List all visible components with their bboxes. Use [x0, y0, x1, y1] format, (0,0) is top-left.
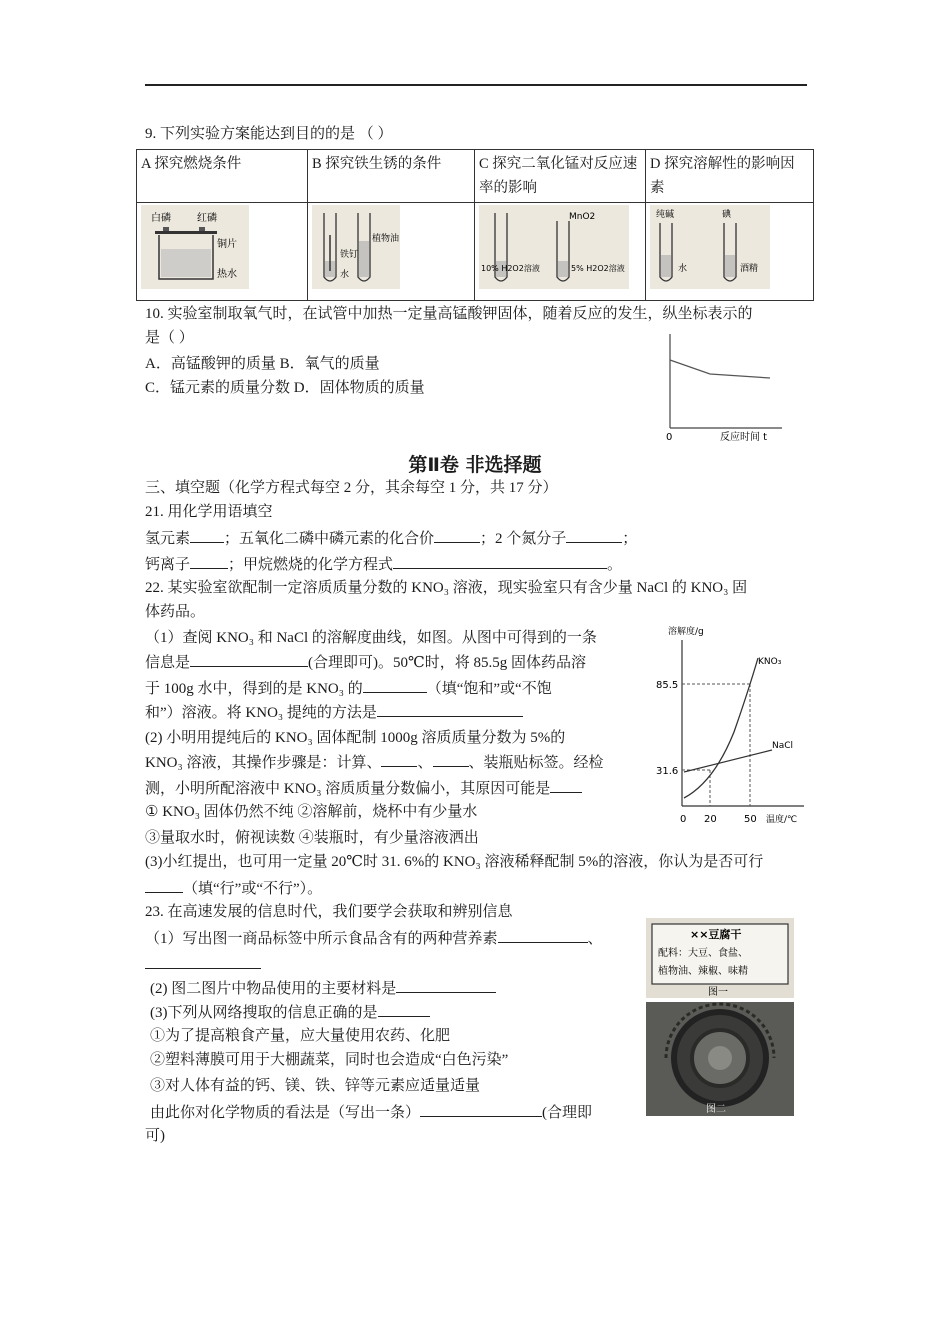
q22-p1-4: 和”）溶液。将 KNO₃ 提纯的方法是 [145, 702, 523, 723]
chart-xlabel: 温度/℃ [766, 815, 798, 825]
q9-option-c: C 探究二氧化锰对反应速率的影响 [475, 150, 646, 203]
tag-vegetable-oil: 植物油 [372, 234, 400, 244]
q10-stem-2: 是（ ） [145, 330, 194, 346]
header-rule [145, 84, 807, 86]
tag-h2o2-10: 10% H2O2溶液 [481, 264, 540, 273]
q23-choice-3: ③对人体有益的钙、镁、铁、锌等元素应适量适量 [150, 1078, 481, 1094]
q22-p1-1: （1）查阅 KNO₃ 和 NaCl 的溶解度曲线，如图。从图中可得到的一条 [145, 630, 597, 646]
kno3-label: KNO₃ [758, 657, 782, 667]
q22-choice-1: ① KNO₃ 固体仍然不纯 ②溶解前，烧杯中有少量水 [145, 804, 478, 820]
ytick-85: 85.5 [656, 680, 679, 691]
q21-line2: 钙离子 ；甲烷燃烧的化学方程式 。 [145, 554, 622, 575]
xtick-0: 0 [680, 814, 687, 825]
q23-p3: (3)下列从网络搜取的信息正确的是 [150, 1002, 430, 1023]
q10-options-ab: A．高锰酸钾的质量 B．氧气的质量 [145, 356, 380, 372]
q23-p1: （1）写出图一商品标签中所示食品含有的两种营养素 、 [145, 928, 603, 949]
q23-figures [646, 918, 794, 1116]
q23-choice-2: ②塑料薄膜可用于大棚蔬菜，同时也会造成“白色污染” [150, 1052, 509, 1068]
q9-figure-d [646, 203, 814, 301]
section3-heading: 三、填空题（化学方程式每空 2 分，其余每空 1 分，共 17 分） [145, 480, 558, 496]
q22-p1-2: 信息是 (合理即可)。50℃时，将 85.5g 固体药品溶 [145, 652, 586, 673]
combustion-apparatus-image [141, 205, 249, 289]
tag-water-d: 水 [678, 264, 688, 274]
q9-option-b: B 探究铁生锈的条件 [308, 150, 475, 203]
tag-water: 水 [340, 270, 350, 280]
fig2-caption: 图二 [706, 1104, 726, 1115]
q23-p2: (2) 图二图片中物品使用的主要材料是 [150, 978, 496, 999]
tag-red-phosphorus: 红磷 [197, 213, 217, 224]
q22-p3-2: （填“行”或“不行”）。 [145, 878, 322, 899]
section-title: 第Ⅱ卷 非选择题 [408, 454, 542, 476]
mno2-apparatus-image [479, 205, 629, 289]
q22-stem-2: 体药品。 [145, 604, 206, 620]
q22-p2-2: KNO₃ 溶液，其操作步骤是：计算、 、 、装瓶贴标签。经检 [145, 752, 604, 773]
food-label-line2: 植物油、辣椒、味精 [658, 966, 748, 977]
q23-choice-1: ①为了提高粮食产量，应大量使用农药、化肥 [150, 1028, 451, 1044]
xtick-20: 20 [704, 814, 717, 825]
q9-figure-b [308, 203, 475, 301]
food-label-line1: 配料：大豆、食盐、 [658, 948, 748, 959]
q9-figure-c [475, 203, 646, 301]
nacl-curve [684, 750, 772, 772]
tag-white-phosphorus: 白磷 [151, 213, 171, 224]
q9-figure-a [137, 203, 308, 301]
q23-p4-cont: 可) [145, 1128, 165, 1144]
q21-title: 21. 用化学用语填空 [145, 504, 273, 520]
q23-p1-blank2 [145, 954, 261, 975]
xtick-50: 50 [744, 814, 757, 825]
food-label-title: ××豆腐干 [690, 928, 742, 941]
tag-alcohol: 酒精 [740, 264, 759, 274]
q21-line1: 氢元素 ；五氧化二磷中磷元素的化合价 ；2 个氮分子 ； [145, 528, 637, 549]
tag-mno2: MnO2 [569, 212, 596, 222]
q22-p2-1: (2) 小明用提纯后的 KNO₃ 固体配制 1000g 溶质质量分数为 5%的 [145, 730, 566, 746]
tag-soda: 纯碱 [656, 210, 675, 220]
chart-ylabel: 溶解度/g [668, 627, 704, 637]
kno3-curve [684, 658, 758, 798]
nacl-label: NaCl [772, 741, 794, 751]
q10-options-cd: C．锰元素的质量分数 D．固体物质的质量 [145, 380, 425, 396]
q22-p3-1: (3)小红提出，也可用一定量 20℃时 31. 6%的 KNO₃ 溶液稀释配制 5%的溶液，你认为是否可行 [145, 854, 764, 870]
tag-iron-nail: 铁钉 [340, 250, 359, 260]
q10-stem-1: 10. 实验室制取氧气时，在试管中加热一定量高锰酸钾固体，随着反应的发生，纵坐标表示的 [145, 306, 753, 322]
q22-p2-3: 测，小明所配溶液中 KNO₃ 溶质质量分数偏小，其原因可能是 [145, 778, 582, 799]
ytick-31: 31.6 [656, 766, 679, 777]
q10-graph-xlabel: 反应时间 t [720, 432, 768, 443]
q9-option-d: D 探究溶解性的影响因素 [646, 150, 814, 203]
tag-h2o2-5: 5% H2O2溶液 [571, 264, 625, 273]
q22-p1-3: 于 100g 水中，得到的是 KNO₃ 的 （填“饱和”或“不饱 [145, 678, 552, 699]
tag-hot-water: 热水 [217, 269, 237, 280]
tag-iodine: 碘 [722, 210, 732, 220]
q9-stem: 9. 下列实验方案能达到目的的是 （ ） [145, 126, 393, 142]
rusting-apparatus-image [312, 205, 400, 289]
q23-stem: 23. 在高速发展的信息时代，我们要学会获取和辨别信息 [145, 904, 513, 920]
q22-choice-2: ③量取水时，俯视读数 ④装瓶时，有少量溶液洒出 [145, 830, 479, 846]
solubility-curve-chart [654, 622, 814, 832]
q9-option-a: A 探究燃烧条件 [137, 150, 308, 203]
q10-graph-origin: 0 [666, 432, 673, 443]
q10-graph [658, 330, 788, 445]
tag-copper-sheet: 铜片 [217, 239, 237, 250]
solubility-apparatus-image [650, 205, 770, 289]
fig1-caption: 图一 [708, 987, 728, 998]
q22-stem-1: 22. 某实验室欲配制一定溶质质量分数的 KNO₃ 溶液，现实验室只有含少量 NaCl 的 KNO₃ 固 [145, 580, 748, 596]
q23-p4: 由此你对化学物质的看法是（写出一条） (合理即 [150, 1102, 592, 1123]
q9-options-table [136, 149, 814, 301]
